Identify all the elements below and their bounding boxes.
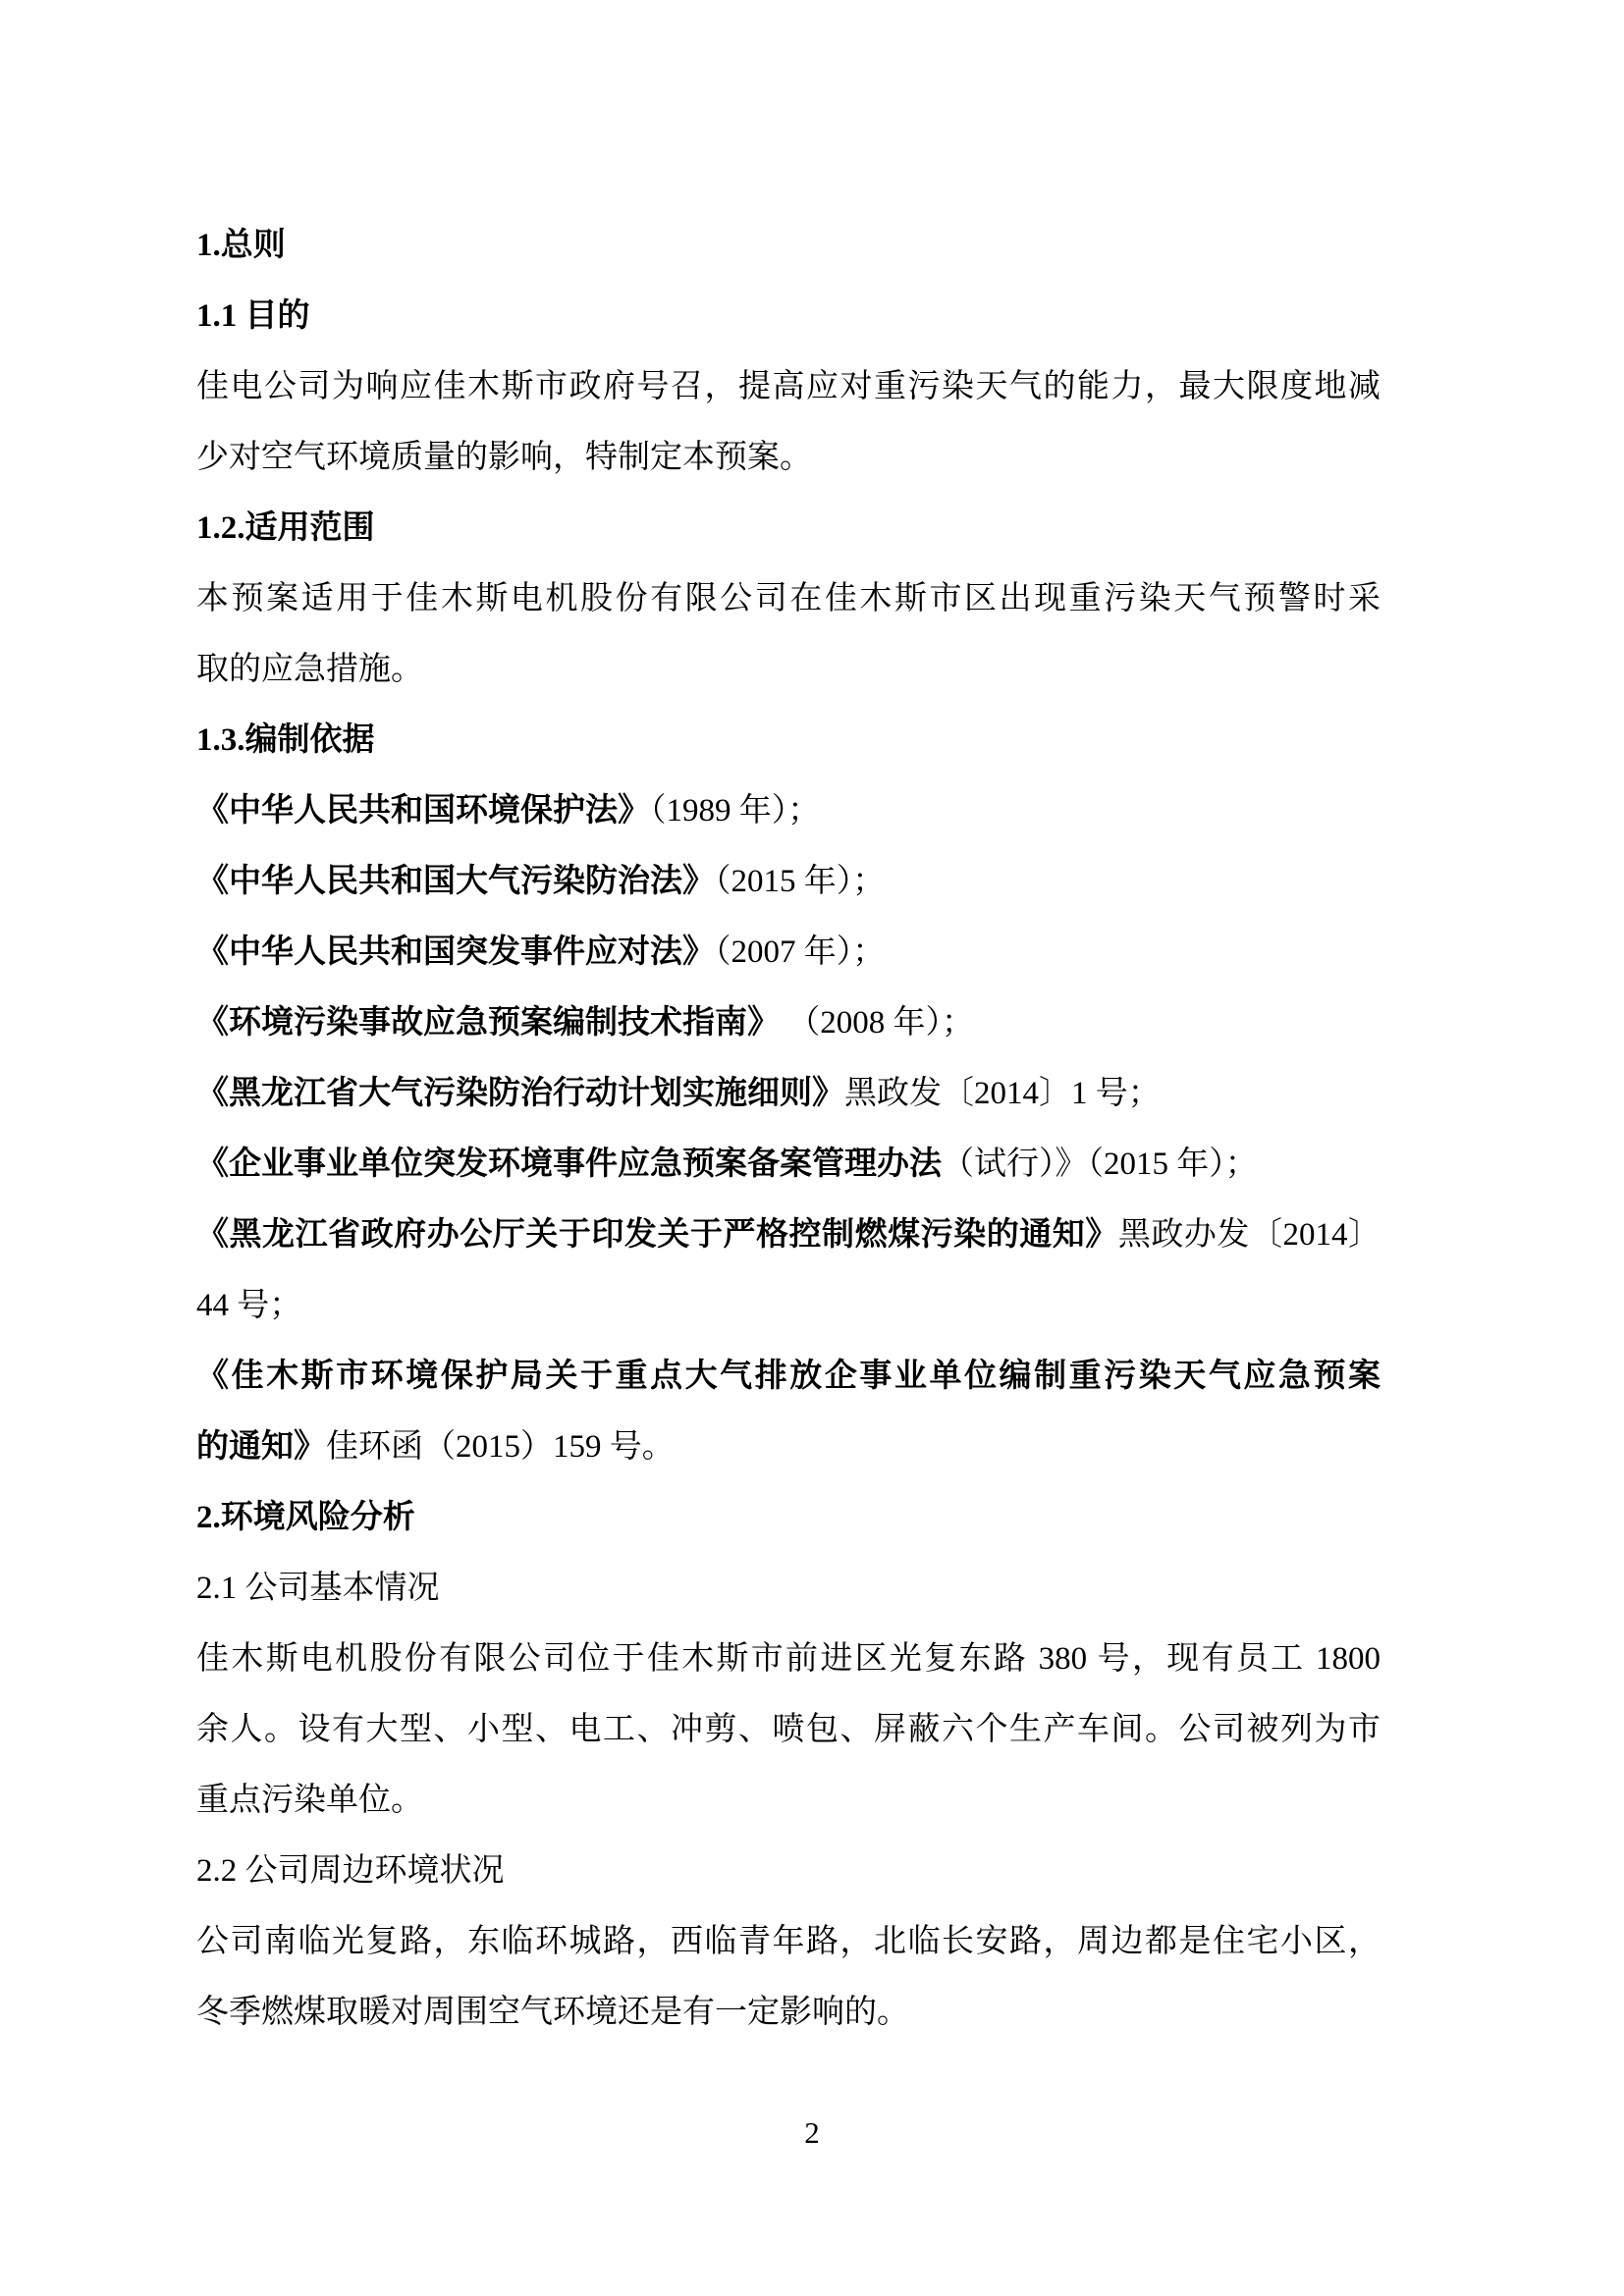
text-segment: （试行）》（2015 年）； xyxy=(942,1147,1258,1182)
reference-environment-protection-law xyxy=(196,775,1380,846)
paragraph-surroundings-line-2 xyxy=(196,1977,1380,2048)
text-segment: 佳环函（2015）159 号。 xyxy=(326,1429,675,1465)
text-segment: 佳木斯电机股份有限公司位于佳木斯市前进区光复东路 380 号，现有员工 1800 xyxy=(196,1641,1380,1677)
text-segment: 2.1 公司基本情况 xyxy=(196,1571,440,1606)
text-segment: （2015 年）； xyxy=(715,864,886,899)
heading-section-1-2 xyxy=(196,493,1380,563)
reference-air-pollution-prevention-law xyxy=(196,846,1380,917)
reference-heilongjiang-action-plan-rules xyxy=(196,1058,1380,1129)
bold-text-segment: 《黑龙江省政府办公厅关于印发关于严格控制燃煤污染的通知》 xyxy=(196,1217,1118,1253)
bold-text-segment: 1.总则 xyxy=(196,228,286,263)
bold-text-segment: 《环境污染事故应急预案编制技术指南》 xyxy=(196,1005,780,1041)
paragraph-surroundings-line-1 xyxy=(196,1906,1380,1977)
bold-text-segment: 《中华人民共和国大气污染防治法》 xyxy=(196,864,715,899)
heading-section-1-1 xyxy=(196,281,1380,351)
paragraph-company-profile-line-3 xyxy=(196,1765,1380,1836)
paragraph-purpose-line-2 xyxy=(196,422,1380,493)
paragraph-purpose-line-1 xyxy=(196,351,1380,422)
text-segment: 重点污染单位。 xyxy=(196,1783,423,1818)
paragraph-scope-line-1 xyxy=(196,563,1380,634)
bold-text-segment: 2.环境风险分析 xyxy=(196,1500,415,1535)
heading-section-1 xyxy=(196,210,1380,281)
bold-text-segment: 《中华人民共和国环境保护法》 xyxy=(196,793,650,828)
bold-text-segment: 1.3.编制依据 xyxy=(196,722,375,758)
text-segment: 少对空气环境质量的影响，特制定本预案。 xyxy=(196,440,812,475)
reference-enterprise-filing-measures xyxy=(196,1129,1380,1200)
bold-text-segment: 《中华人民共和国突发事件应对法》 xyxy=(196,934,715,970)
text-segment: 余人。设有大型、小型、电工、冲剪、喷包、屏蔽六个生产车间。公司被列为市 xyxy=(196,1712,1380,1747)
bold-text-segment: 《黑龙江省大气污染防治行动计划实施细则》 xyxy=(196,1076,844,1111)
bold-text-segment: 1.2.适用范围 xyxy=(196,510,375,546)
text-segment: （1989 年）； xyxy=(650,793,821,828)
document-content xyxy=(196,210,1380,2048)
text-segment: 冬季燃煤取暖对周围空气环境还是有一定影响的。 xyxy=(196,1995,909,2030)
bold-text-segment: 1.1 目的 xyxy=(196,298,310,334)
page-footer xyxy=(0,2112,1624,2154)
bold-text-segment: 《佳木斯市环境保护局关于重点大气排放企事业单位编制重污染天气应急预案 xyxy=(196,1359,1380,1394)
paragraph-company-profile-line-1 xyxy=(196,1624,1380,1694)
reference-coal-pollution-notice-line-1 xyxy=(196,1200,1380,1270)
reference-jiamusi-epb-notice-line-2 xyxy=(196,1412,1380,1482)
text-segment: 佳电公司为响应佳木斯市政府号召，提高应对重污染天气的能力，最大限度地减 xyxy=(196,369,1380,404)
page-number: 2 xyxy=(804,2115,820,2150)
reference-emergency-response-law xyxy=(196,917,1380,988)
text-segment: （2008 年）； xyxy=(780,1005,974,1041)
bold-text-segment: 《企业事业单位突发环境事件应急预案备案管理办法 xyxy=(196,1147,942,1182)
text-segment: 本预案适用于佳木斯电机股份有限公司在佳木斯市区出现重污染天气预警时采 xyxy=(196,581,1380,616)
text-segment: 公司南临光复路，东临环城路，西临青年路，北临长安路，周边都是住宅小区， xyxy=(196,1924,1380,1959)
heading-section-2-1 xyxy=(196,1553,1380,1624)
text-segment: 2.2 公司周边环境状况 xyxy=(196,1853,505,1889)
text-segment: 44 号； xyxy=(196,1288,302,1323)
heading-section-2 xyxy=(196,1482,1380,1553)
text-segment: 黑政办发〔2014〕 xyxy=(1117,1217,1381,1253)
paragraph-company-profile-line-2 xyxy=(196,1694,1380,1765)
text-segment: （2007 年）； xyxy=(715,934,886,970)
reference-emergency-plan-technical-guide xyxy=(196,988,1380,1058)
heading-section-1-3 xyxy=(196,705,1380,775)
bold-text-segment: 的通知》 xyxy=(196,1429,326,1465)
text-segment: 取的应急措施。 xyxy=(196,652,423,687)
text-segment: 黑政发〔2014〕1 号； xyxy=(844,1076,1161,1111)
heading-section-2-2 xyxy=(196,1836,1380,1906)
paragraph-scope-line-2 xyxy=(196,634,1380,705)
reference-coal-pollution-notice-line-2 xyxy=(196,1270,1380,1341)
reference-jiamusi-epb-notice-line-1 xyxy=(196,1341,1380,1412)
